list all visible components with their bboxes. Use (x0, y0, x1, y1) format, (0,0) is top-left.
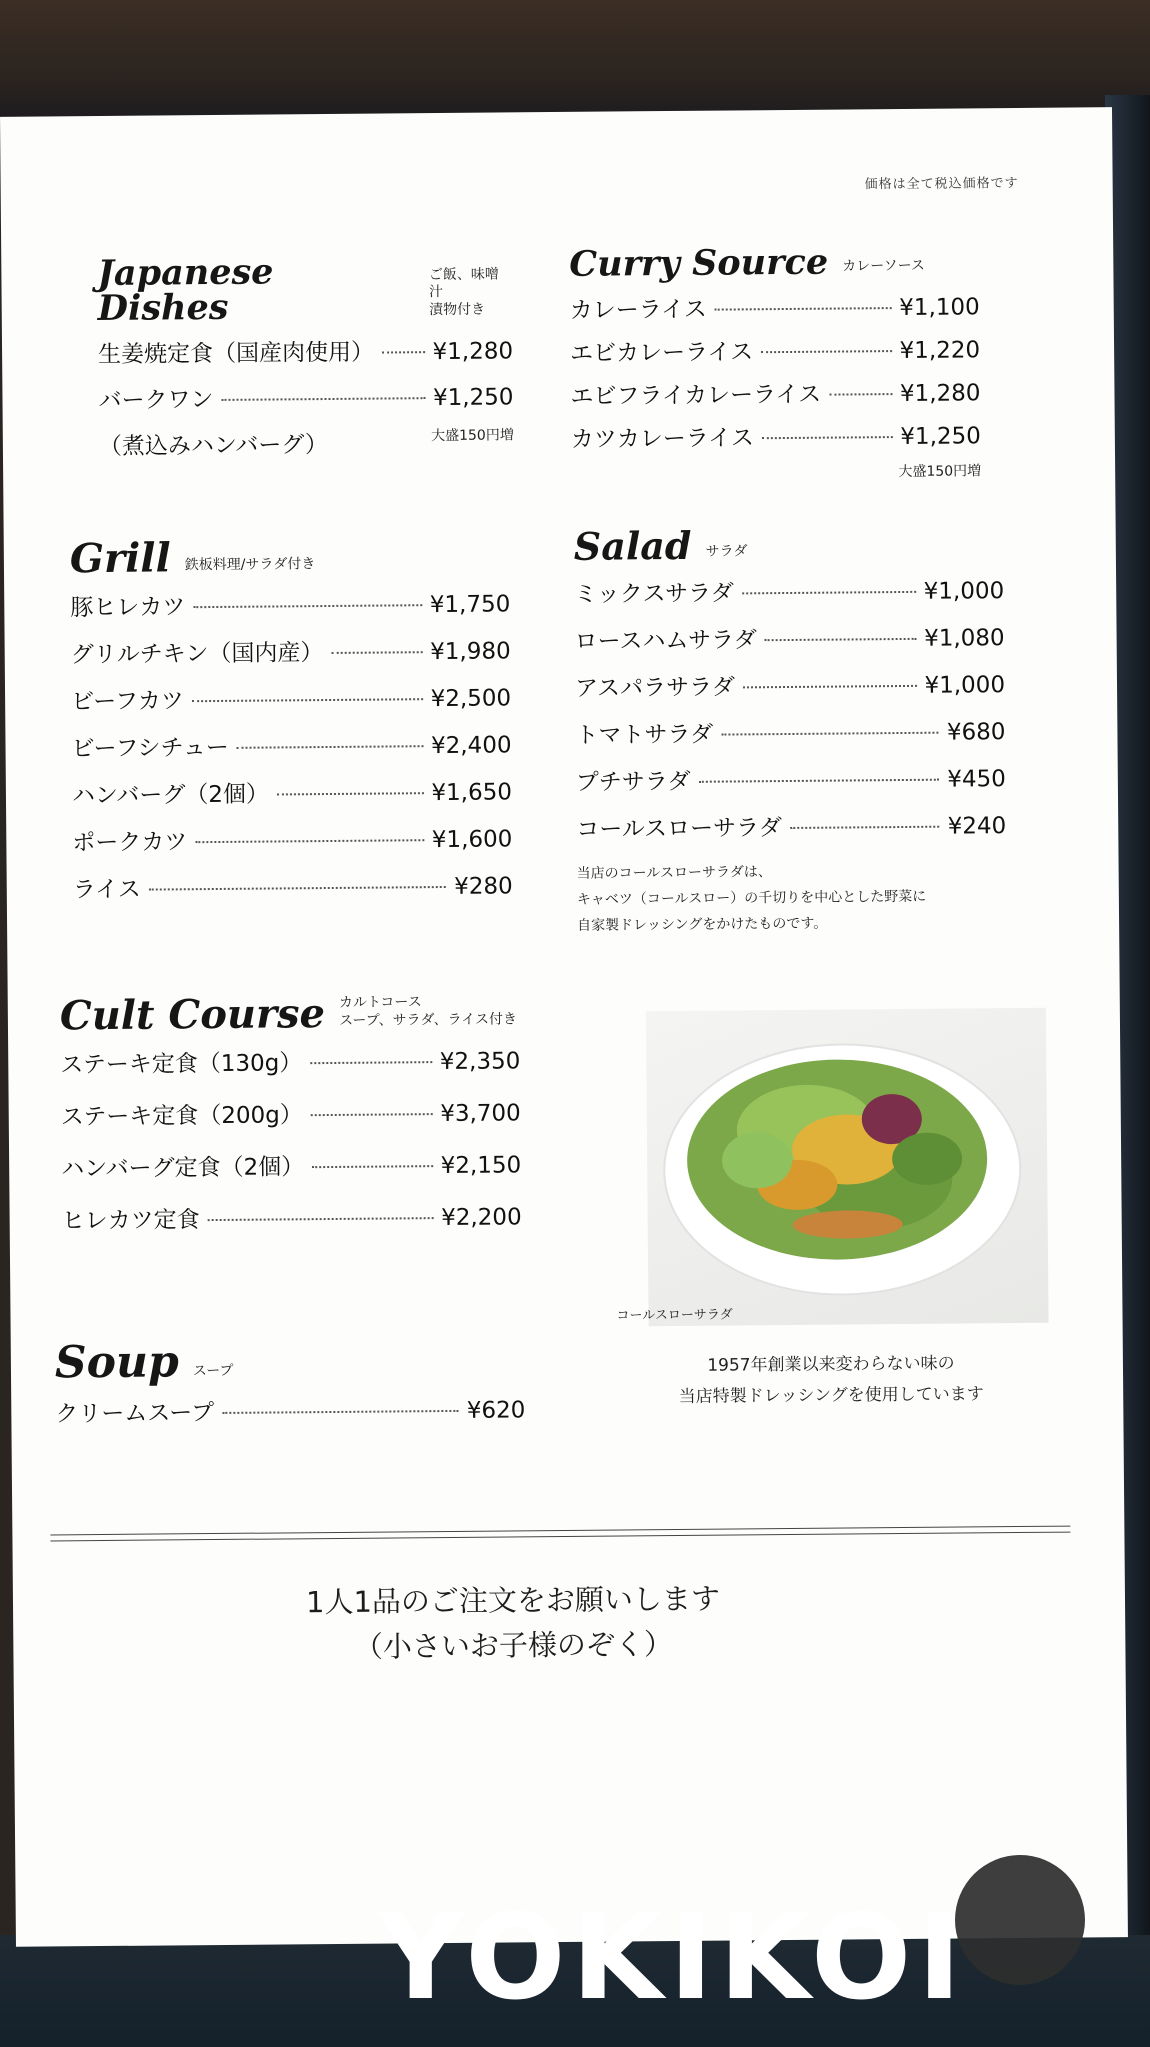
item-name: クリームスープ (55, 1400, 215, 1428)
subtitle-line: 漬物付き (429, 301, 486, 318)
note-line: キャベツ（コールスロー）の千切りを中心とした野菜に (576, 888, 927, 908)
menu-page (0, 107, 1128, 1947)
menu-item (61, 1094, 521, 1150)
item-name: ステーキ定食（130g） (60, 1050, 303, 1079)
item-name: ハンバーグ（2個） (71, 781, 270, 810)
section-curry-source (569, 243, 981, 484)
menu-item (571, 417, 981, 464)
large-portion-note: 大盛150円増 (431, 427, 514, 445)
item-name: ポークカツ (72, 829, 188, 857)
leader-dots (761, 350, 891, 353)
item-name: ステーキ定食（200g） (60, 1102, 303, 1131)
leader-dots (192, 698, 423, 702)
leader-dots (721, 732, 939, 736)
item-price: ¥1,980 (430, 638, 511, 666)
leader-dots (193, 604, 422, 608)
menu-item (71, 726, 511, 777)
item-price: ¥2,500 (430, 685, 512, 713)
menu-item (570, 374, 980, 421)
item-price: ¥680 (946, 719, 1006, 746)
item-name: カツカレーライス (570, 425, 755, 453)
notice-line: 1人1品のご注文をお願いします (305, 1581, 721, 1620)
item-price: ¥1,280 (432, 338, 514, 366)
leader-dots (222, 1410, 459, 1414)
item-name: ミックスサラダ (574, 580, 734, 608)
menu-item (575, 666, 1005, 717)
section-subtitle: スープ (192, 1362, 234, 1379)
leader-dots (382, 351, 425, 353)
section-salad (574, 524, 1008, 939)
item-price: ¥1,000 (924, 672, 1006, 699)
large-portion-note: 大盛150円増 (898, 463, 982, 481)
section-title: Cult Course (59, 990, 326, 1040)
section-title: Japanese Dishes (97, 251, 274, 330)
item-name: エビフライカレーライス (570, 381, 822, 410)
item-name-continued: （煮込みハンバーグ） (98, 432, 329, 461)
watermark-chat-icon (955, 1855, 1085, 1985)
menu-item (98, 378, 513, 428)
photo-caption: コールスローサラダ (616, 1307, 733, 1324)
section-title: Grill (69, 534, 171, 583)
section-cult-course (60, 992, 522, 1254)
leader-dots (149, 886, 446, 891)
note-line: 当店のコールスローサラダは、 (576, 864, 772, 882)
leader-dots (208, 1217, 434, 1221)
section-header (97, 251, 513, 330)
coleslaw-photo (646, 1008, 1049, 1326)
subtitle-line: カルトコース (338, 994, 422, 1011)
item-price: ¥1,750 (429, 591, 511, 619)
menu-item (61, 1146, 521, 1202)
item-name: ビーフカツ (71, 688, 184, 716)
coleslaw-note (577, 858, 1008, 939)
section-subtitle (339, 993, 517, 1034)
item-price: ¥1,080 (924, 625, 1005, 652)
item-price: ¥1,220 (899, 337, 981, 365)
section-title: Curry Source (569, 241, 829, 285)
tagline-line: 当店特製ドレッシングを使用しています (678, 1383, 984, 1407)
item-name: ロースハムサラダ (574, 627, 757, 655)
item-name: ビーフシチュー (71, 734, 229, 763)
section-grill (70, 535, 513, 918)
leader-dots (790, 826, 940, 829)
order-notice (203, 1576, 824, 1671)
leader-dots (699, 779, 940, 783)
leader-dots (765, 638, 916, 641)
subtitle-line: スープ、サラダ、ライス付き (339, 1010, 518, 1029)
menu-item (575, 713, 1005, 764)
section-soup (55, 1337, 526, 1445)
section-header (69, 534, 510, 583)
leader-dots (311, 1113, 432, 1116)
section-header (54, 1336, 525, 1389)
item-price: ¥280 (454, 873, 513, 900)
leader-dots (195, 839, 424, 843)
menu-item (72, 773, 512, 824)
menu-item (574, 619, 1004, 670)
item-price: ¥1,250 (900, 423, 981, 451)
item-price: ¥240 (947, 813, 1007, 840)
item-price: ¥2,200 (441, 1204, 522, 1232)
leader-dots (310, 1061, 431, 1064)
section-subtitle: カレーソース (842, 257, 925, 275)
item-name: エビカレーライス (569, 339, 754, 367)
watermark-logo: YOKIKOI (378, 1888, 968, 2026)
menu-item (61, 1198, 521, 1254)
item-price: ¥2,400 (430, 732, 512, 760)
item-price: ¥2,150 (440, 1152, 522, 1180)
item-price: ¥1,600 (431, 826, 513, 854)
section-japanese-dishes (97, 252, 514, 461)
note-row (571, 460, 981, 484)
tax-note: 価格は全て税込価格です (864, 175, 1019, 193)
item-name: プチサラダ (575, 768, 691, 796)
item-price: ¥1,100 (899, 294, 980, 322)
item-price: ¥3,700 (440, 1100, 521, 1128)
item-name: アスパラサラダ (574, 674, 736, 702)
section-header (573, 522, 1004, 569)
item-extra-row (99, 424, 514, 461)
subtitle-line: ご飯、味噌汁 (428, 266, 499, 301)
salad-bowl-illustration (646, 1008, 1049, 1326)
leader-dots (829, 393, 892, 396)
item-price: ¥450 (947, 766, 1006, 793)
menu-item (55, 1391, 525, 1445)
section-header (569, 241, 979, 285)
menu-item (71, 679, 511, 730)
item-name: バークワン (98, 387, 214, 415)
leader-dots (312, 1165, 432, 1168)
item-price: ¥1,000 (923, 578, 1005, 605)
leader-dots (762, 436, 892, 439)
leader-dots (331, 651, 422, 654)
menu-item (73, 867, 513, 918)
item-name: 生姜焼定食（国産肉使用） (97, 339, 375, 369)
menu-item (70, 585, 510, 636)
item-name: ライス (72, 876, 141, 904)
section-header (59, 990, 520, 1040)
menu-item (570, 331, 980, 378)
item-price: ¥1,250 (432, 384, 514, 412)
divider-line (50, 1526, 1070, 1536)
item-name: ヒレカツ定食 (61, 1207, 200, 1235)
item-name: グリルチキン（国内産） (70, 640, 324, 669)
section-subtitle: 鉄板料理/サラダ付き (184, 555, 316, 573)
leader-dots (277, 792, 423, 795)
leader-dots (742, 591, 916, 595)
item-name: コールスローサラダ (576, 815, 782, 843)
item-price: ¥620 (466, 1397, 526, 1424)
section-title: Soup (54, 1336, 180, 1389)
menu-item (60, 1042, 520, 1098)
section-title: Salad (573, 522, 692, 569)
item-name: カレーライス (569, 296, 707, 324)
tagline-line: 1957年創業以来変わらない味の (707, 1353, 955, 1376)
item-price: ¥2,350 (439, 1048, 521, 1076)
menu-item (71, 632, 511, 683)
menu-item (72, 820, 512, 871)
section-subtitle (429, 266, 513, 323)
item-name: 豚ヒレカツ (70, 594, 186, 622)
menu-item (98, 332, 513, 382)
menu-item (576, 807, 1006, 858)
item-price: ¥1,650 (431, 779, 513, 807)
menu-item (570, 288, 980, 335)
section-subtitle: サラダ (705, 542, 748, 560)
photo-tagline (611, 1348, 1052, 1413)
item-price: ¥1,280 (899, 380, 981, 408)
note-line: 自家製ドレッシングをかけたものです。 (577, 915, 828, 934)
leader-dots (743, 685, 917, 689)
leader-dots (237, 745, 423, 749)
menu-item (576, 760, 1006, 811)
item-name: ハンバーグ定食（2個） (61, 1154, 305, 1183)
menu-item (574, 572, 1004, 623)
leader-dots (221, 397, 425, 401)
notice-line: （小さいお子様のぞく） (353, 1626, 674, 1664)
leader-dots (715, 307, 891, 311)
item-name: トマトサラダ (575, 721, 714, 749)
